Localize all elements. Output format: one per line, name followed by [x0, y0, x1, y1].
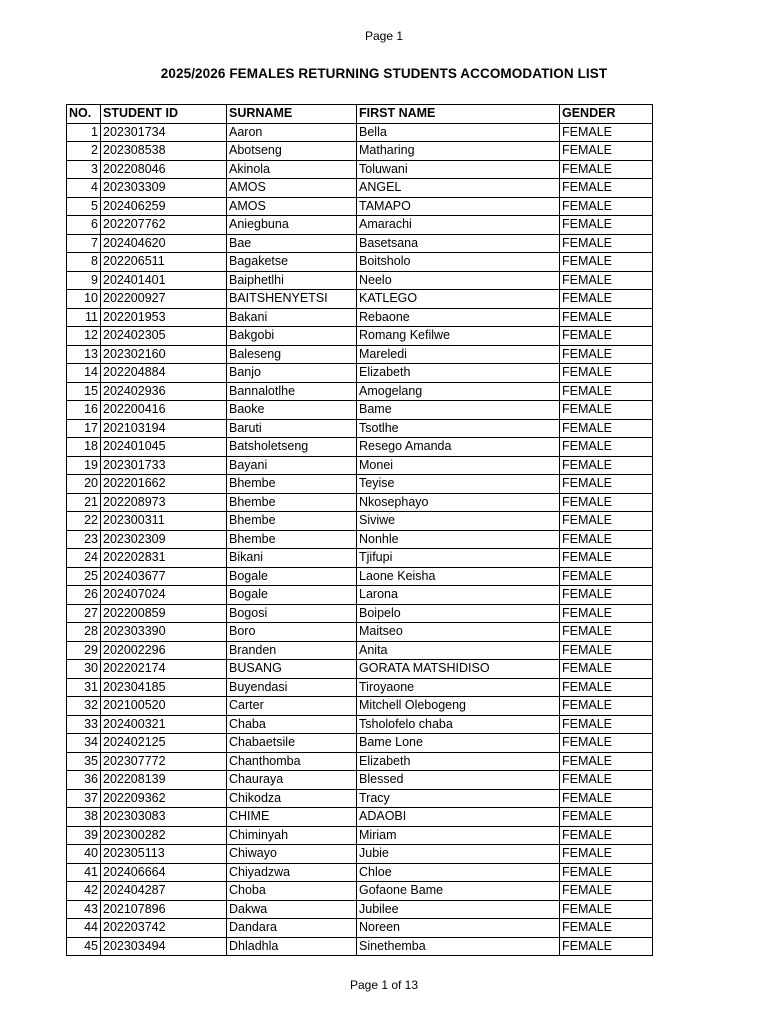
table-row: [67, 845, 653, 864]
cell-first-name: Neelo: [357, 271, 560, 290]
cell-first-name: Larona: [357, 586, 560, 605]
cell-student-id: 202305113: [101, 845, 227, 864]
table-row: [67, 678, 653, 697]
cell-student-id: 202208046: [101, 160, 227, 179]
cell-first-name: Resego Amanda: [357, 438, 560, 457]
cell-first-name: ANGEL: [357, 179, 560, 198]
cell-gender: FEMALE: [560, 586, 653, 605]
cell-student-id: 202300311: [101, 512, 227, 531]
cell-first-name: Amogelang: [357, 382, 560, 401]
cell-first-name: Tsotlhe: [357, 419, 560, 438]
cell-no: 3: [67, 160, 101, 179]
cell-first-name: Rebaone: [357, 308, 560, 327]
cell-first-name: TAMAPO: [357, 197, 560, 216]
cell-first-name: Romang Kefilwe: [357, 327, 560, 346]
cell-student-id: 202103194: [101, 419, 227, 438]
cell-gender: FEMALE: [560, 345, 653, 364]
cell-surname: Akinola: [227, 160, 357, 179]
table-row: [67, 826, 653, 845]
cell-surname: Dhladhla: [227, 937, 357, 956]
cell-student-id: 202303390: [101, 623, 227, 642]
table-row: [67, 771, 653, 790]
cell-gender: FEMALE: [560, 789, 653, 808]
cell-gender: FEMALE: [560, 678, 653, 697]
cell-first-name: Amarachi: [357, 216, 560, 235]
table-row: [67, 456, 653, 475]
cell-gender: FEMALE: [560, 697, 653, 716]
cell-surname: Bhembe: [227, 530, 357, 549]
cell-first-name: Chloe: [357, 863, 560, 882]
cell-gender: FEMALE: [560, 234, 653, 253]
cell-first-name: Nonhle: [357, 530, 560, 549]
cell-no: 39: [67, 826, 101, 845]
cell-student-id: 202406259: [101, 197, 227, 216]
column-header-no: NO.: [67, 105, 101, 124]
cell-first-name: Elizabeth: [357, 364, 560, 383]
table-row: [67, 937, 653, 956]
table-row: [67, 234, 653, 253]
cell-surname: Dandara: [227, 919, 357, 938]
cell-student-id: 202200416: [101, 401, 227, 420]
cell-no: 7: [67, 234, 101, 253]
table-row: [67, 919, 653, 938]
cell-surname: Chiminyah: [227, 826, 357, 845]
cell-first-name: Jubie: [357, 845, 560, 864]
cell-gender: FEMALE: [560, 882, 653, 901]
cell-student-id: 202200859: [101, 604, 227, 623]
cell-no: 14: [67, 364, 101, 383]
cell-first-name: Monei: [357, 456, 560, 475]
accommodation-table: [66, 104, 653, 956]
cell-surname: Bannalotlhe: [227, 382, 357, 401]
cell-no: 12: [67, 327, 101, 346]
cell-first-name: ADAOBI: [357, 808, 560, 827]
cell-first-name: Gofaone Bame: [357, 882, 560, 901]
cell-surname: Bikani: [227, 549, 357, 568]
table-row: [67, 401, 653, 420]
table-row: [67, 623, 653, 642]
cell-surname: Chiyadzwa: [227, 863, 357, 882]
table-row: [67, 604, 653, 623]
table-row: [67, 327, 653, 346]
cell-gender: FEMALE: [560, 160, 653, 179]
cell-no: 38: [67, 808, 101, 827]
cell-surname: Bae: [227, 234, 357, 253]
cell-gender: FEMALE: [560, 216, 653, 235]
cell-student-id: 202403677: [101, 567, 227, 586]
cell-first-name: Anita: [357, 641, 560, 660]
cell-gender: FEMALE: [560, 401, 653, 420]
cell-surname: BAITSHENYETSI: [227, 290, 357, 309]
cell-surname: Bogale: [227, 567, 357, 586]
cell-gender: FEMALE: [560, 900, 653, 919]
table-row: [67, 549, 653, 568]
cell-gender: FEMALE: [560, 549, 653, 568]
cell-student-id: 202303309: [101, 179, 227, 198]
cell-student-id: 202308538: [101, 142, 227, 161]
cell-first-name: Mareledi: [357, 345, 560, 364]
cell-gender: FEMALE: [560, 623, 653, 642]
cell-no: 28: [67, 623, 101, 642]
cell-no: 29: [67, 641, 101, 660]
cell-first-name: Tsholofelo chaba: [357, 715, 560, 734]
cell-no: 8: [67, 253, 101, 272]
cell-first-name: Teyise: [357, 475, 560, 494]
cell-surname: Chaba: [227, 715, 357, 734]
cell-first-name: Laone Keisha: [357, 567, 560, 586]
cell-gender: FEMALE: [560, 715, 653, 734]
cell-no: 37: [67, 789, 101, 808]
table-row: [67, 530, 653, 549]
cell-gender: FEMALE: [560, 382, 653, 401]
cell-surname: AMOS: [227, 197, 357, 216]
cell-gender: FEMALE: [560, 604, 653, 623]
cell-student-id: 202202174: [101, 660, 227, 679]
cell-surname: Baruti: [227, 419, 357, 438]
cell-no: 35: [67, 752, 101, 771]
table-row: [67, 179, 653, 198]
cell-no: 22: [67, 512, 101, 531]
column-header-gender: GENDER: [560, 105, 653, 124]
cell-surname: Bhembe: [227, 512, 357, 531]
cell-no: 15: [67, 382, 101, 401]
cell-first-name: Miriam: [357, 826, 560, 845]
cell-gender: FEMALE: [560, 530, 653, 549]
cell-no: 18: [67, 438, 101, 457]
table-row: [67, 567, 653, 586]
cell-no: 16: [67, 401, 101, 420]
cell-first-name: KATLEGO: [357, 290, 560, 309]
cell-surname: Chabaetsile: [227, 734, 357, 753]
cell-first-name: Boitsholo: [357, 253, 560, 272]
cell-first-name: Sinethemba: [357, 937, 560, 956]
cell-student-id: 202304185: [101, 678, 227, 697]
cell-student-id: 202201953: [101, 308, 227, 327]
cell-first-name: Maitseo: [357, 623, 560, 642]
cell-student-id: 202002296: [101, 641, 227, 660]
page-header: Page 1: [364, 29, 404, 43]
cell-gender: FEMALE: [560, 419, 653, 438]
table-row: [67, 715, 653, 734]
cell-surname: Dakwa: [227, 900, 357, 919]
cell-no: 24: [67, 549, 101, 568]
cell-no: 17: [67, 419, 101, 438]
cell-student-id: 202207762: [101, 216, 227, 235]
cell-student-id: 202401401: [101, 271, 227, 290]
cell-no: 36: [67, 771, 101, 790]
cell-student-id: 202204884: [101, 364, 227, 383]
cell-surname: Chanthomba: [227, 752, 357, 771]
cell-no: 40: [67, 845, 101, 864]
cell-no: 4: [67, 179, 101, 198]
cell-no: 44: [67, 919, 101, 938]
cell-gender: FEMALE: [560, 919, 653, 938]
cell-first-name: Bame Lone: [357, 734, 560, 753]
cell-surname: Aniegbuna: [227, 216, 357, 235]
cell-gender: FEMALE: [560, 863, 653, 882]
table-row: [67, 641, 653, 660]
cell-student-id: 202201662: [101, 475, 227, 494]
cell-student-id: 202402936: [101, 382, 227, 401]
cell-no: 9: [67, 271, 101, 290]
cell-no: 33: [67, 715, 101, 734]
table-row: [67, 216, 653, 235]
cell-gender: FEMALE: [560, 937, 653, 956]
document-title: 2025/2026 FEMALES RETURNING STUDENTS ACCOMODATION LIST: [160, 66, 608, 81]
cell-no: 41: [67, 863, 101, 882]
cell-student-id: 202302160: [101, 345, 227, 364]
cell-surname: BUSANG: [227, 660, 357, 679]
cell-first-name: Bella: [357, 123, 560, 142]
table-row: [67, 863, 653, 882]
page-footer: Page 1 of 13: [349, 978, 419, 992]
table-row: [67, 438, 653, 457]
cell-student-id: 202100520: [101, 697, 227, 716]
table-row: [67, 160, 653, 179]
cell-surname: Chauraya: [227, 771, 357, 790]
cell-no: 32: [67, 697, 101, 716]
cell-gender: FEMALE: [560, 271, 653, 290]
cell-surname: Bayani: [227, 456, 357, 475]
cell-first-name: Boipelo: [357, 604, 560, 623]
cell-surname: Batsholetseng: [227, 438, 357, 457]
cell-no: 23: [67, 530, 101, 549]
cell-student-id: 202404620: [101, 234, 227, 253]
cell-gender: FEMALE: [560, 845, 653, 864]
cell-no: 10: [67, 290, 101, 309]
table-row: [67, 290, 653, 309]
table-row: [67, 734, 653, 753]
cell-surname: Bakani: [227, 308, 357, 327]
cell-student-id: 202404287: [101, 882, 227, 901]
cell-surname: Bhembe: [227, 475, 357, 494]
cell-surname: Baoke: [227, 401, 357, 420]
cell-no: 13: [67, 345, 101, 364]
cell-gender: FEMALE: [560, 826, 653, 845]
cell-surname: AMOS: [227, 179, 357, 198]
cell-student-id: 202407024: [101, 586, 227, 605]
cell-surname: Choba: [227, 882, 357, 901]
cell-student-id: 202300282: [101, 826, 227, 845]
cell-no: 30: [67, 660, 101, 679]
cell-first-name: Siviwe: [357, 512, 560, 531]
table-row: [67, 475, 653, 494]
cell-student-id: 202301733: [101, 456, 227, 475]
cell-gender: FEMALE: [560, 438, 653, 457]
cell-surname: Bhembe: [227, 493, 357, 512]
cell-surname: Bogale: [227, 586, 357, 605]
cell-first-name: Mitchell Olebogeng: [357, 697, 560, 716]
cell-surname: Baiphetlhi: [227, 271, 357, 290]
cell-surname: Baleseng: [227, 345, 357, 364]
cell-student-id: 202302309: [101, 530, 227, 549]
table-row: [67, 364, 653, 383]
cell-gender: FEMALE: [560, 456, 653, 475]
column-header-surname: SURNAME: [227, 105, 357, 124]
cell-student-id: 202303494: [101, 937, 227, 956]
cell-no: 20: [67, 475, 101, 494]
cell-no: 2: [67, 142, 101, 161]
cell-student-id: 202200927: [101, 290, 227, 309]
table-row: [67, 882, 653, 901]
cell-student-id: 202208139: [101, 771, 227, 790]
cell-student-id: 202401045: [101, 438, 227, 457]
cell-first-name: Noreen: [357, 919, 560, 938]
cell-no: 25: [67, 567, 101, 586]
table-row: [67, 789, 653, 808]
table-row: [67, 308, 653, 327]
cell-no: 27: [67, 604, 101, 623]
cell-student-id: 202402125: [101, 734, 227, 753]
table-row: [67, 382, 653, 401]
table-row: [67, 419, 653, 438]
cell-gender: FEMALE: [560, 123, 653, 142]
cell-gender: FEMALE: [560, 641, 653, 660]
cell-gender: FEMALE: [560, 253, 653, 272]
table-row: [67, 345, 653, 364]
cell-no: 31: [67, 678, 101, 697]
cell-gender: FEMALE: [560, 734, 653, 753]
cell-first-name: Tiroyaone: [357, 678, 560, 697]
cell-first-name: Nkosephayo: [357, 493, 560, 512]
cell-gender: FEMALE: [560, 808, 653, 827]
cell-gender: FEMALE: [560, 197, 653, 216]
cell-no: 43: [67, 900, 101, 919]
cell-surname: Boro: [227, 623, 357, 642]
cell-no: 1: [67, 123, 101, 142]
cell-first-name: Blessed: [357, 771, 560, 790]
cell-surname: Chiwayo: [227, 845, 357, 864]
cell-gender: FEMALE: [560, 308, 653, 327]
cell-gender: FEMALE: [560, 475, 653, 494]
table-row: [67, 142, 653, 161]
cell-no: 19: [67, 456, 101, 475]
cell-no: 45: [67, 937, 101, 956]
cell-gender: FEMALE: [560, 512, 653, 531]
table-header-row: [67, 105, 653, 124]
cell-student-id: 202202831: [101, 549, 227, 568]
column-header-first-name: FIRST NAME: [357, 105, 560, 124]
cell-no: 6: [67, 216, 101, 235]
cell-surname: Buyendasi: [227, 678, 357, 697]
cell-first-name: Tjifupi: [357, 549, 560, 568]
cell-student-id: 202406664: [101, 863, 227, 882]
cell-surname: Banjo: [227, 364, 357, 383]
cell-surname: Carter: [227, 697, 357, 716]
cell-no: 26: [67, 586, 101, 605]
cell-no: 11: [67, 308, 101, 327]
cell-first-name: Jubilee: [357, 900, 560, 919]
cell-student-id: 202402305: [101, 327, 227, 346]
table-row: [67, 493, 653, 512]
cell-no: 42: [67, 882, 101, 901]
cell-no: 34: [67, 734, 101, 753]
cell-student-id: 202307772: [101, 752, 227, 771]
table-row: [67, 900, 653, 919]
cell-surname: Bakgobi: [227, 327, 357, 346]
cell-gender: FEMALE: [560, 567, 653, 586]
cell-no: 21: [67, 493, 101, 512]
cell-first-name: Elizabeth: [357, 752, 560, 771]
cell-gender: FEMALE: [560, 771, 653, 790]
table-row: [67, 123, 653, 142]
cell-surname: CHIME: [227, 808, 357, 827]
table-row: [67, 512, 653, 531]
cell-gender: FEMALE: [560, 290, 653, 309]
cell-surname: Abotseng: [227, 142, 357, 161]
cell-first-name: Bame: [357, 401, 560, 420]
table-row: [67, 197, 653, 216]
cell-student-id: 202203742: [101, 919, 227, 938]
cell-student-id: 202303083: [101, 808, 227, 827]
column-header-student-id: STUDENT ID: [101, 105, 227, 124]
cell-first-name: GORATA MATSHIDISO: [357, 660, 560, 679]
cell-first-name: Matharing: [357, 142, 560, 161]
table-row: [67, 808, 653, 827]
cell-surname: Chikodza: [227, 789, 357, 808]
cell-gender: FEMALE: [560, 142, 653, 161]
cell-first-name: Toluwani: [357, 160, 560, 179]
cell-gender: FEMALE: [560, 179, 653, 198]
table-row: [67, 697, 653, 716]
cell-student-id: 202208973: [101, 493, 227, 512]
cell-student-id: 202206511: [101, 253, 227, 272]
cell-gender: FEMALE: [560, 752, 653, 771]
table-row: [67, 586, 653, 605]
cell-surname: Branden: [227, 641, 357, 660]
cell-student-id: 202400321: [101, 715, 227, 734]
cell-gender: FEMALE: [560, 660, 653, 679]
table-body: [67, 123, 653, 956]
cell-student-id: 202107896: [101, 900, 227, 919]
cell-surname: Bagaketse: [227, 253, 357, 272]
table-row: [67, 660, 653, 679]
table-row: [67, 752, 653, 771]
cell-no: 5: [67, 197, 101, 216]
cell-gender: FEMALE: [560, 327, 653, 346]
cell-first-name: Tracy: [357, 789, 560, 808]
cell-student-id: 202301734: [101, 123, 227, 142]
cell-gender: FEMALE: [560, 364, 653, 383]
cell-gender: FEMALE: [560, 493, 653, 512]
cell-student-id: 202209362: [101, 789, 227, 808]
cell-surname: Aaron: [227, 123, 357, 142]
cell-surname: Bogosi: [227, 604, 357, 623]
table-row: [67, 253, 653, 272]
table-row: [67, 271, 653, 290]
cell-first-name: Basetsana: [357, 234, 560, 253]
